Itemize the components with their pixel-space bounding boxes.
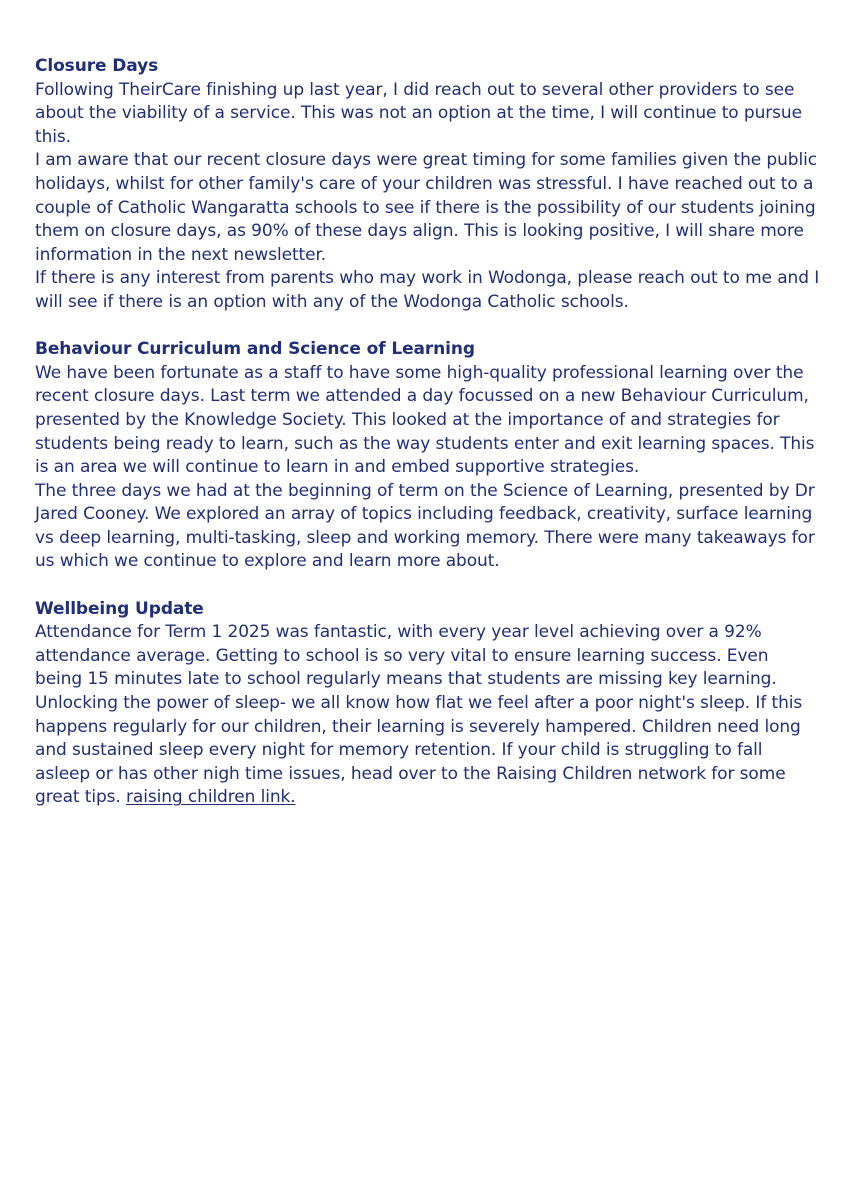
- section-heading: Closure Days: [35, 56, 159, 76]
- section-closure-days: [35, 55, 820, 315]
- paragraph-with-link: [35, 692, 820, 810]
- newsletter-page: [35, 55, 820, 834]
- raising-children-link[interactable]: raising children link.: [126, 787, 296, 808]
- paragraph: We have been fortunate as a staff to have some high-quality professional learning over the recent closure days. Last term we attended a day focussed on a new Behaviour Curriculum, presented by the Knowledge Society. This looked at the importance of and strategies for students being ready to learn, such as the way students enter and exit learning spaces. This is an area we will continue to learn in and embed supportive strategies.: [35, 362, 815, 478]
- paragraph-text: Unlocking the power of sleep- we all know how flat we feel after a poor night's sleep. If this happens regularly for our children, their learning is severely hampered. Children need long and sustained sleep every night for memory retention. If your child is struggling to fall asleep or has other nigh time issues, head over to the Raising Children network for some great tips.: [35, 693, 803, 808]
- paragraph: Attendance for Term 1 2025 was fantastic, with every year level achieving over a 92% attendance average. Getting to school is so very vital to ensure learning success. Even being 15 minutes late to school regularly means that students are missing key learning.: [35, 622, 777, 690]
- paragraph: The three days we had at the beginning of term on the Science of Learning, presented by Dr Jared Cooney. We explored an array of topics including feedback, creativity, surface learning vs deep learning, multi-tasking, sleep and working memory. There were many takeaways for us which we continue to explore and learn more about.: [35, 480, 815, 572]
- section-heading: Behaviour Curriculum and Science of Learning: [35, 339, 475, 360]
- paragraph: Following TheirCare finishing up last year, I did reach out to several other providers to see about the viability of a service. This was not an option at the time, I will continue to pursue this.: [35, 79, 802, 147]
- section-behaviour-curriculum: [35, 338, 820, 574]
- paragraph: If there is any interest from parents who may work in Wodonga, please reach out to me and I will see if there is an option with any of the Wodonga Catholic schools.: [35, 268, 820, 312]
- paragraph: I am aware that our recent closure days were great timing for some families given the public holidays, whilst for other family's care of your children was stressful. I have reached out to a couple of Catholic Wangaratta schools to see if there is the possibility of our students joining them on closure days, as 90% of these days align. This is looking positive, I will share more information in the next newsletter.: [35, 150, 817, 265]
- section-wellbeing-update: [35, 598, 820, 810]
- section-heading: Wellbeing Update: [35, 598, 204, 619]
